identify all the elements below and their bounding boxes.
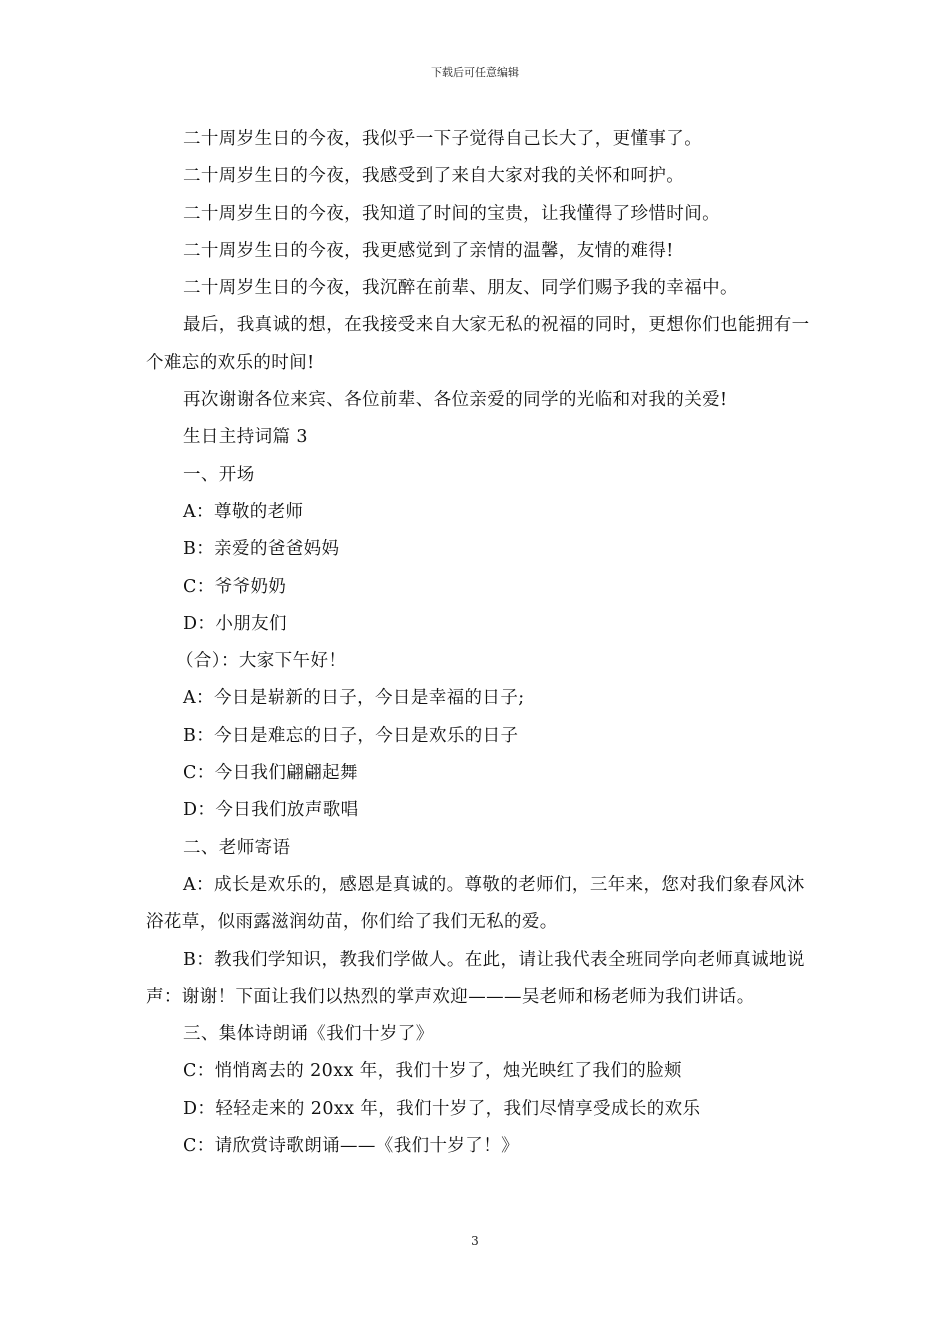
dialogue-line: B：今日是难忘的日子，今日是欢乐的日子 bbox=[183, 725, 519, 746]
paragraph: 二十周岁生日的今夜，我感受到了来自大家对我的关怀和呵护。 bbox=[183, 166, 685, 187]
dialogue-line: A：尊敬的老师 bbox=[183, 501, 304, 522]
section-heading: 二、老师寄语 bbox=[183, 837, 291, 858]
paragraph: 最后，我真诚的想，在我接受来自大家无私的祝福的同时，更想你们也能拥有一个难忘的欢乐的时间! bbox=[146, 315, 810, 373]
paragraph: 二十周岁生日的今夜，我更感觉到了亲情的温馨，友情的难得! bbox=[183, 240, 674, 261]
paragraph: 二十周岁生日的今夜，我沉醉在前辈、朋友、同学们赐予我的幸福中。 bbox=[183, 278, 738, 299]
dialogue-line: C：请欣赏诗歌朗诵——《我们十岁了！》 bbox=[183, 1136, 519, 1157]
dialogue-line: A：成长是欢乐的，感恩是真诚的。尊敬的老师们，三年来，您对我们象春风沐浴花草，似雨露滋润幼苗，你们给了我们无私的爱。 bbox=[146, 874, 805, 933]
section-title: 生日主持词篇 3 bbox=[183, 427, 308, 448]
dialogue-line: D：小朋友们 bbox=[183, 613, 287, 634]
section-heading: 三、集体诗朗诵《我们十岁了》 bbox=[183, 1024, 434, 1045]
dialogue-line: B：亲爱的爸爸妈妈 bbox=[183, 539, 340, 560]
page-number: 3 bbox=[471, 1234, 479, 1248]
dialogue-line: （合）：大家下午好！ bbox=[176, 651, 347, 672]
dialogue-line: A：今日是崭新的日子，今日是幸福的日子; bbox=[183, 688, 525, 709]
section-heading: 一、开场 bbox=[183, 464, 255, 485]
paragraph: 二十周岁生日的今夜，我似乎一下子觉得自己长大了，更懂事了。 bbox=[183, 129, 703, 149]
paragraph: 再次谢谢各位来宾、各位前辈、各位亲爱的同学的光临和对我的关爱! bbox=[183, 390, 728, 411]
dialogue-line: B：教我们学知识，教我们学做人。在此，请让我代表全班同学向老师真诚地说声：谢谢！下面让我们以热烈的掌声欢迎———吴老师和杨老师为我们讲话。 bbox=[146, 949, 805, 1007]
dialogue-line: D：今日我们放声歌唱 bbox=[183, 800, 359, 821]
dialogue-line: C：悄悄离去的 20xx 年，我们十岁了，烛光映红了我们的脸颊 bbox=[183, 1061, 682, 1082]
dialogue-line: C：爷爷奶奶 bbox=[183, 576, 287, 597]
page-header: 下载后可任意编辑 bbox=[431, 66, 519, 79]
dialogue-line: C：今日我们翩翩起舞 bbox=[183, 763, 358, 784]
document-body bbox=[146, 121, 810, 1165]
dialogue-line: D：轻轻走来的 20xx 年，我们十岁了，我们尽情享受成长的欢乐 bbox=[183, 1098, 701, 1119]
paragraph: 二十周岁生日的今夜，我知道了时间的宝贵，让我懂得了珍惜时间。 bbox=[183, 203, 720, 224]
